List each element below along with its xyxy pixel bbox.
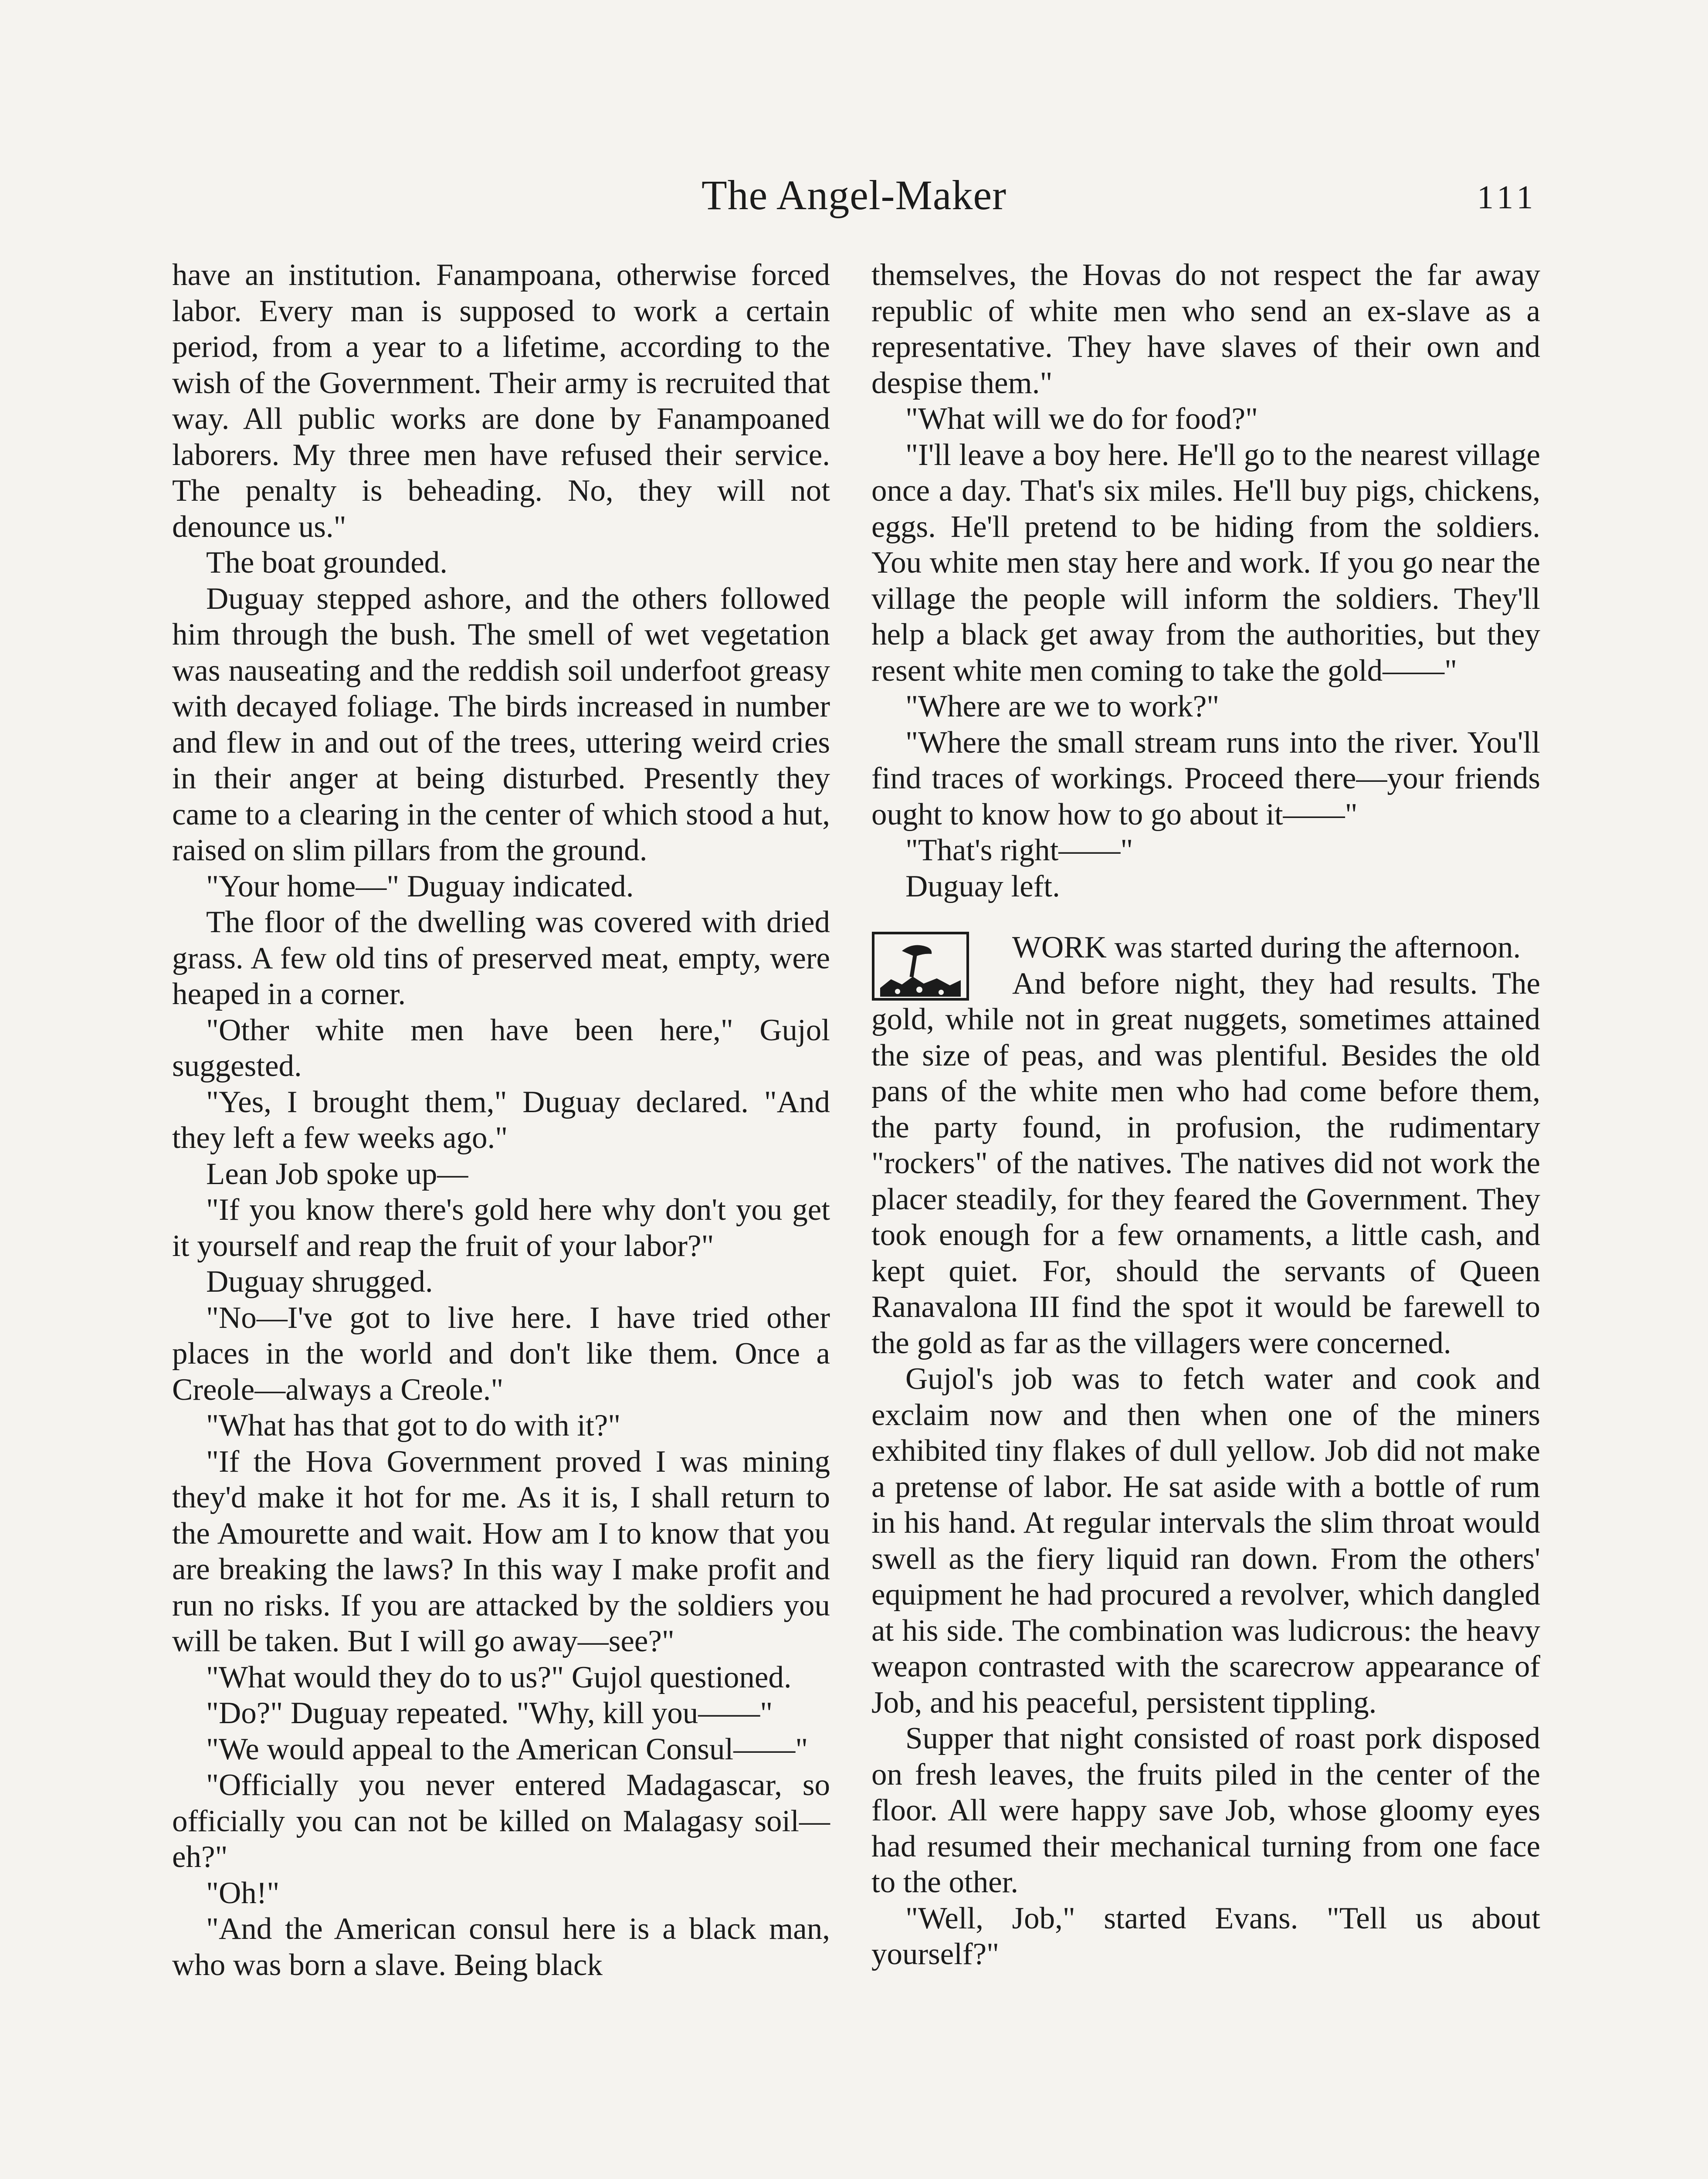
paragraph: Duguay stepped ashore, and the others followed him through the bush. The smell of wet vegetation was nauseating and the reddish soil underfoot greasy with decayed foliage. The birds increased in number and flew in and out of the trees, uttering weird cries in their anger at being disturbed. Presently they came to a clearing in the center of which stood a hut, raised on slim pillars from the ground. (172, 581, 830, 867)
paragraph: "Oh!" (206, 1876, 280, 1910)
paragraph: "What has that got to do with it?" (206, 1409, 621, 1442)
section-first-line (871, 930, 1540, 966)
paragraph: Duguay shrugged. (206, 1265, 433, 1299)
section-lead-word: WORK (1012, 930, 1107, 964)
paragraph: "Officially you never entered Madagascar, so officially you can not be killed on Malagasy soil—eh?" (172, 1768, 830, 1874)
paragraph: And before night, they had results. The gold, while not in great nuggets, sometimes attained the size of peas, and was plentiful. Besides the old pans of the white men who had come before them, the party found, in profusion, the rudimentary "rockers" of the natives. The natives did not work the placer steadily, for they feared the Government. They took enough for a few ornaments, a little cash, and kept quiet. For, should the servants of Queen Ranavalona III find the spot it would be farewell to the gold as far as the villagers were concerned. (871, 966, 1540, 1360)
paragraph: The floor of the dwelling was covered with dried grass. A few old tins of preserved meat, empty, were heaped in a corner. (172, 905, 830, 1011)
paragraph: "What will we do for food?" (905, 402, 1258, 436)
paragraph: "No—I've got to live here. I have tried other places in the world and don't like them. Once a Creole—always a Creole." (172, 1300, 830, 1407)
paragraph: "Where the small stream runs into the river. You'll find traces of workings. Proceed there—your friends ought to know how to go about it——" (871, 725, 1540, 832)
left-column (172, 257, 830, 1983)
paragraph: The boat grounded. (206, 546, 448, 580)
right-column (871, 257, 1540, 1972)
paragraph: Lean Job spoke up— (206, 1157, 468, 1191)
paragraph: "If you know there's gold here why don't you get it yourself and reap the fruit of your labor?" (172, 1193, 830, 1263)
section-first-line-text: was started during the afternoon. (1106, 930, 1521, 964)
paragraph: "Your home—" Duguay indicated. (206, 869, 634, 903)
paragraph: "And the American consul here is a black man, who was born a slave. Being black (172, 1912, 830, 1982)
paragraph: "That's right——" (905, 833, 1133, 867)
paragraph: "Yes, I brought them," Duguay declared. "And they left a few weeks ago." (172, 1085, 830, 1155)
paragraph: Duguay left. (905, 869, 1060, 903)
paragraph: "What would they do to us?" Gujol questioned. (206, 1660, 792, 1694)
paragraph: "We would appeal to the American Consul——" (206, 1732, 808, 1766)
section-break (871, 930, 1540, 1361)
pickaxe-and-rocks-icon (871, 931, 969, 1001)
page-number: 111 (1477, 179, 1538, 216)
paragraph: themselves, the Hovas do not respect the far away republic of white men who send an ex-slave as a representative. They have slaves of their own and despise them." (871, 258, 1540, 400)
paragraph: "Other white men have been here," Gujol suggested. (172, 1013, 830, 1083)
page-title: The Angel-Maker (701, 172, 1007, 218)
paragraph: "Where are we to work?" (905, 689, 1220, 723)
paragraph: Gujol's job was to fetch water and cook and exclaim now and then when one of the miners exhibited tiny flakes of dull yellow. Job did not make a pretense of labor. He sat aside with a bottle of rum in his hand. At regular intervals the slim throat would swell as the fiery liquid ran down. From the others' equipment he had procured a revolver, which dangled at his side. The combination was ludicrous: the heavy weapon contrasted with the scarecrow appearance of Job, and his peaceful, persistent tippling. (871, 1362, 1540, 1720)
paragraph: "Do?" Duguay repeated. "Why, kill you——" (206, 1696, 773, 1730)
paragraph: "Well, Job," started Evans. "Tell us about yourself?" (871, 1901, 1540, 1971)
paragraph: "I'll leave a boy here. He'll go to the nearest village once a day. That's six miles. He'll buy pigs, chickens, eggs. He'll pretend to be hiding from the soldiers. You white men stay here and work. If you go near the village the people will inform the soldiers. They'll help a black get away from the authorities, but they resent white men coming to take the gold——" (871, 438, 1540, 688)
paragraph: have an institution. Fanampoana, otherwise forced labor. Every man is supposed to work a certain period, from a year to a lifetime, according to the wish of the Government. Their army is recruited that way. All public works are done by Fanampoaned laborers. My three men have refused their service. The penalty is beheading. No, they will not denounce us." (172, 258, 830, 544)
paragraph: Supper that night consisted of roast pork disposed on fresh leaves, the fruits piled in the center of the floor. All were happy save Job, whose gloomy eyes had resumed their mechanical turning from one face to the other. (871, 1721, 1540, 1899)
paragraph: "If the Hova Government proved I was mining they'd make it hot for me. As it is, I shall return to the Amourette and wait. How am I to know that you are breaking the laws? In this way I make profit and run no risks. If you are attacked by the soldiers you will be taken. But I will go away—see?" (172, 1444, 830, 1658)
